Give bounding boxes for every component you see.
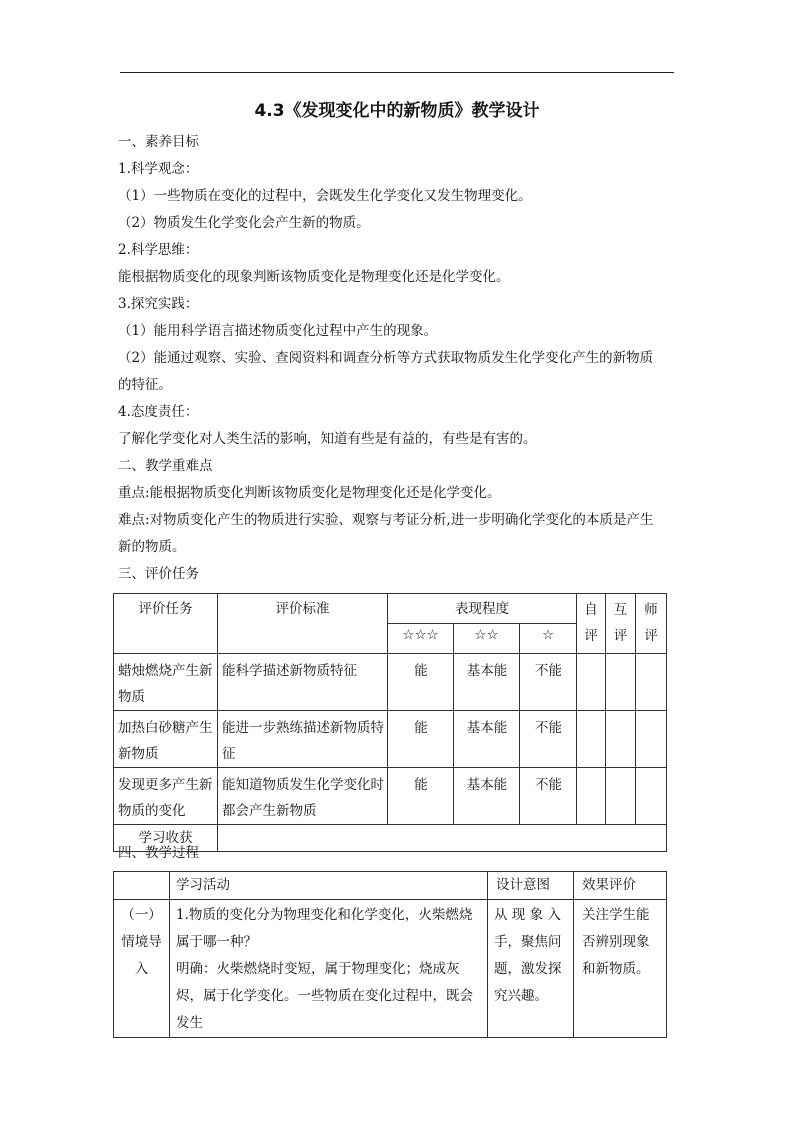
teacher-eval-cell	[636, 768, 667, 825]
table-row	[114, 711, 667, 768]
activity-cell: 1.物质的变化分为物理变化和化学变化，火柴燃烧属于哪一种？ 明确：火柴燃烧时变短，属于物理变化；烧成灰烬，属于化学变化。一些物质在变化过程中，既会发生	[170, 900, 488, 1038]
task-cell: 蜡烛燃烧产生新物质	[114, 654, 218, 711]
header-teacher-eval: 师 评	[636, 594, 667, 654]
self-eval-cell	[577, 768, 606, 825]
level-cell: 不能	[520, 768, 577, 825]
header-self-eval: 自 评	[577, 594, 606, 654]
text-line: 4.态度责任：	[118, 404, 199, 420]
self-eval-cell	[577, 654, 606, 711]
text-line: （1）能用科学语言描述物质变化过程中产生的现象。	[118, 323, 438, 339]
level-cell: 基本能	[454, 711, 520, 768]
standard-cell: 能科学描述新物质特征	[218, 654, 388, 711]
standard-cell: 能知道物质发生化学变化时都会产生新物质	[218, 768, 388, 825]
header-stage	[114, 872, 170, 900]
harvest-label: 学习收获	[114, 825, 218, 852]
text-line: 3.探究实践：	[118, 296, 199, 312]
intent-cell: 从 现 象 入手，聚焦问题，激发探究兴趣。	[488, 900, 574, 1038]
text-line: 2.科学思维：	[118, 242, 199, 258]
peer-eval-cell	[606, 654, 636, 711]
level-three-stars: ☆☆☆	[388, 624, 454, 654]
document-title: 4.3《发现变化中的新物质》教学设计	[254, 101, 540, 121]
text-line: 的特征。	[118, 377, 172, 393]
text-line: 二、教学重难点	[118, 458, 213, 474]
text-line: 四、教学过程	[118, 845, 199, 861]
task-cell: 加热白砂糖产生新物质	[114, 711, 218, 768]
header-standard: 评价标准	[218, 594, 388, 654]
text-line: （1）一些物质在变化的过程中，会既发生化学变化又发生物理变化。	[118, 188, 532, 204]
header-peer-eval: 互 评	[606, 594, 636, 654]
text-line: 了解化学变化对人类生活的影响，知道有些是有益的，有些是有害的。	[118, 431, 537, 447]
teacher-eval-cell	[636, 654, 667, 711]
level-cell: 能	[388, 654, 454, 711]
standard-cell: 能进一步熟练描述新物质特征	[218, 711, 388, 768]
text-line: 能根据物质变化的现象判断该物质变化是物理变化还是化学变化。	[118, 269, 510, 285]
text-line: 难点:对物质变化产生的物质进行实验、观察与考证分析,进一步明确化学变化的本质是产生	[118, 512, 654, 528]
text-line: 一、素养目标	[118, 134, 199, 150]
harvest-row	[114, 825, 667, 852]
peer-eval-cell	[606, 711, 636, 768]
text-line: （2）物质发生化学变化会产生新的物质。	[118, 215, 370, 231]
header-activity: 学习活动	[170, 872, 488, 900]
text-line: 1.科学观念：	[118, 161, 199, 177]
task-cell: 发现更多产生新物质的变化	[114, 768, 218, 825]
header-performance: 表现程度	[388, 594, 577, 624]
teaching-process-table	[113, 871, 667, 1038]
evaluation-task-table	[113, 593, 667, 852]
text-line: 新的物质。	[118, 539, 186, 555]
table-row	[114, 654, 667, 711]
level-cell: 不能	[520, 654, 577, 711]
level-cell: 不能	[520, 711, 577, 768]
level-one-star: ☆	[520, 624, 577, 654]
effect-cell: 关注学生能否辨别现象和新物质。	[574, 900, 667, 1038]
table-row	[114, 768, 667, 825]
text-line: 重点:能根据物质变化判断该物质变化是物理变化还是化学变化。	[118, 485, 501, 501]
peer-eval-cell	[606, 768, 636, 825]
level-cell: 能	[388, 711, 454, 768]
text-line: 三、评价任务	[118, 566, 199, 582]
table-row	[114, 900, 667, 1038]
teacher-eval-cell	[636, 711, 667, 768]
text-line: （2）能通过观察、实验、查阅资料和调查分析等方式获取物质发生化学变化产生的新物质	[118, 350, 654, 366]
header-rule	[120, 72, 674, 73]
stage-cell: （一） 情境导 入	[114, 900, 170, 1038]
level-cell: 基本能	[454, 768, 520, 825]
harvest-cell	[218, 825, 667, 852]
header-intent: 设计意图	[488, 872, 574, 900]
self-eval-cell	[577, 711, 606, 768]
level-two-stars: ☆☆	[454, 624, 520, 654]
level-cell: 能	[388, 768, 454, 825]
header-effect: 效果评价	[574, 872, 667, 900]
level-cell: 基本能	[454, 654, 520, 711]
header-task: 评价任务	[114, 594, 218, 654]
